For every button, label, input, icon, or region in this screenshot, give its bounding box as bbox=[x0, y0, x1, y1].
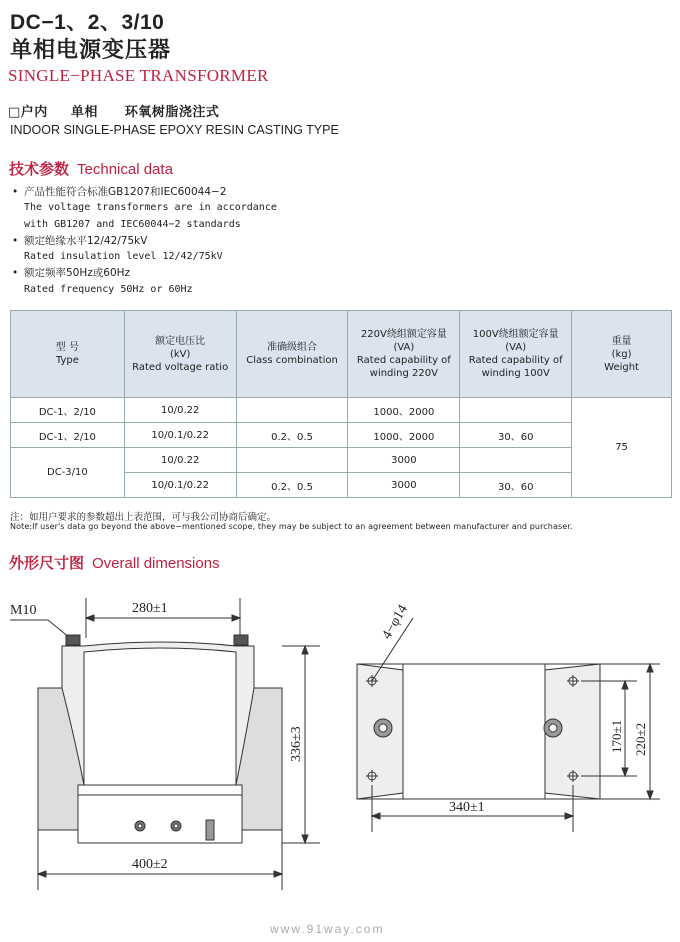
subtitle-cn-part: 环氧树脂浇注式 bbox=[124, 105, 220, 120]
plan-view-drawing bbox=[345, 590, 675, 850]
cell-type: DC-1、2/10 bbox=[11, 398, 125, 423]
header-cap220: 220V绕组额定容量 (VA) Rated capability of winding 220V bbox=[348, 311, 460, 398]
header-ratio: 额定电压比 (kV) Rated voltage ratio bbox=[124, 311, 236, 398]
front-view-drawing bbox=[0, 590, 330, 900]
header-cap100: 100V绕组额定容量 (VA) Rated capability of winding 100V bbox=[460, 311, 572, 398]
header-type: 型 号 Type bbox=[11, 311, 125, 398]
cell-class: 0.2、0.5 bbox=[236, 473, 348, 498]
note-cn: 注：如用户要求的参数超出上表范围，可与我公司协商后确定。 bbox=[10, 512, 277, 523]
cell-weight: 75 bbox=[572, 398, 672, 498]
title-cn: 单相电源变压器 bbox=[10, 38, 172, 63]
dim-inner: 170±1 bbox=[609, 719, 624, 753]
technical-bullets bbox=[12, 184, 277, 298]
bullet-cn: • 产品性能符合标准GB1207和IEC60044−2 bbox=[12, 186, 227, 198]
dim-outer: 220±2 bbox=[633, 722, 648, 756]
model-number: DC−1、2、3/10 bbox=[10, 11, 165, 34]
dimensions-heading-en: Overall dimensions bbox=[92, 555, 220, 572]
bullet-en: with GB1207 and IEC60044−2 standards bbox=[24, 218, 241, 230]
technical-heading-cn: 技术参数 bbox=[9, 161, 70, 178]
cell-cap100: 30、60 bbox=[460, 473, 572, 498]
dim-top-width: 280±1 bbox=[132, 601, 168, 616]
cell-ratio: 10/0.22 bbox=[124, 398, 236, 423]
thread-label: M10 bbox=[10, 603, 37, 618]
bullet-en: Rated frequency 50Hz or 60Hz bbox=[24, 283, 193, 295]
dimensions-heading bbox=[9, 552, 220, 573]
holes-label: 4−φ14 bbox=[379, 602, 411, 642]
cell-class bbox=[236, 398, 348, 423]
subtitle-en: INDOOR SINGLE-PHASE EPOXY RESIN CASTING TYPE bbox=[10, 123, 339, 137]
bullet-cn: • 额定频率50Hz或60Hz bbox=[12, 267, 131, 280]
technical-heading-en: Technical data bbox=[77, 161, 173, 178]
cell-cap220: 3000 bbox=[348, 448, 460, 473]
spec-table bbox=[10, 310, 672, 498]
bullet-cn: • 额定绝缘水平12/42/75kV bbox=[12, 234, 148, 247]
bullet-en: Rated insulation level 12/42/75kV bbox=[24, 251, 223, 263]
cell-type: DC-1、2/10 bbox=[11, 423, 125, 448]
cell-cap100: 30、60 bbox=[460, 423, 572, 448]
note-en: Note:If user's data go beyond the above−mentioned scope, they may be subject to an agreement between manufacturer and purchaser. bbox=[10, 522, 573, 531]
title-en: SINGLE−PHASE TRANSFORMER bbox=[8, 66, 269, 85]
watermark: www.91way.com bbox=[270, 922, 385, 936]
header-class: 准确级组合 Class combination bbox=[236, 311, 348, 398]
subtitle-cn-part: □户内 bbox=[8, 105, 48, 120]
cell-cap220: 1000、2000 bbox=[348, 423, 460, 448]
cell-ratio: 10/0.22 bbox=[124, 448, 236, 473]
cell-cap100 bbox=[460, 448, 572, 473]
dim-length: 340±1 bbox=[449, 800, 485, 815]
dimensions-heading-cn: 外形尺寸图 bbox=[9, 555, 85, 572]
cell-cap220: 3000 bbox=[348, 473, 460, 498]
subtitle-cn-part: 单相 bbox=[70, 105, 98, 120]
cell-type: DC-3/10 bbox=[11, 448, 125, 498]
cell-class bbox=[236, 448, 348, 473]
cell-class: 0.2、0.5 bbox=[236, 423, 348, 448]
dim-height: 336±3 bbox=[289, 726, 304, 762]
header-weight: 重量 (kg) Weight bbox=[572, 311, 672, 398]
technical-heading bbox=[9, 158, 173, 179]
table-row bbox=[11, 398, 672, 423]
dim-base-width: 400±2 bbox=[132, 857, 168, 872]
cell-ratio: 10/0.1/0.22 bbox=[124, 473, 236, 498]
subtitle-cn bbox=[8, 101, 219, 120]
bullet-en: The voltage transformers are in accordance bbox=[24, 202, 277, 214]
cell-ratio: 10/0.1/0.22 bbox=[124, 423, 236, 448]
cell-cap100 bbox=[460, 398, 572, 423]
cell-cap220: 1000、2000 bbox=[348, 398, 460, 423]
